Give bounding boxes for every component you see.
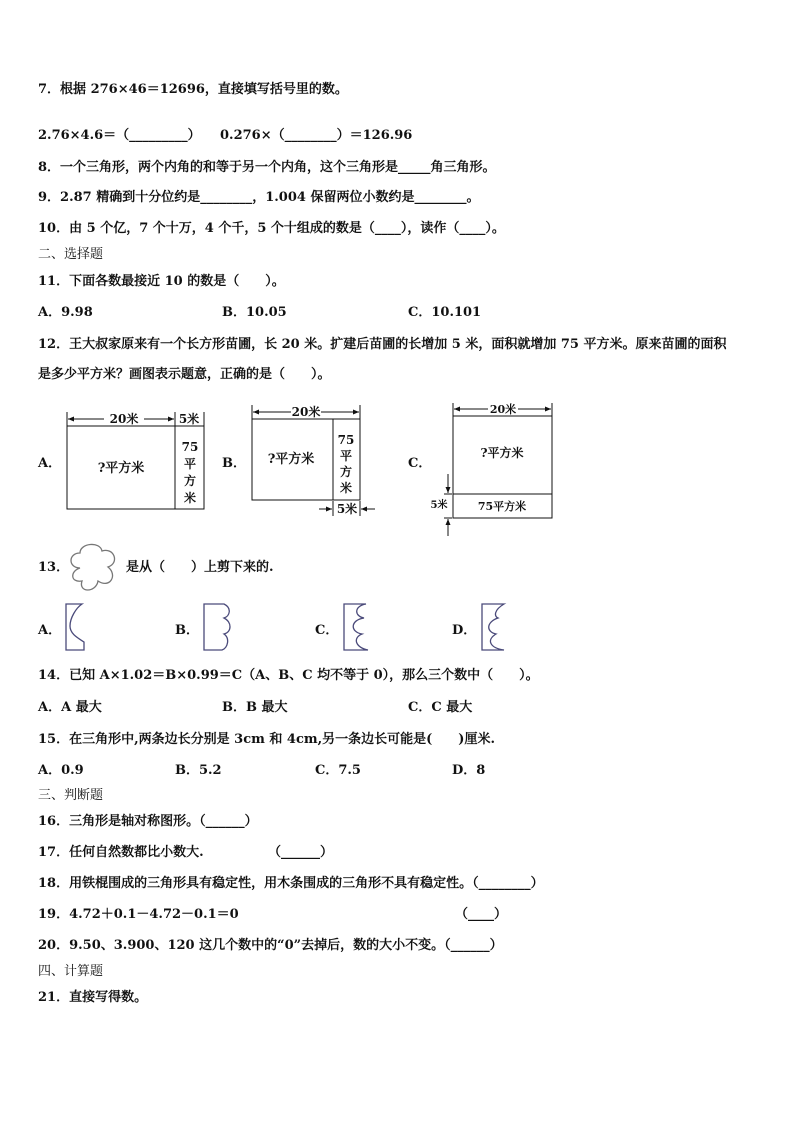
fig-c-top-label: 20米: [489, 403, 517, 416]
fig-c-small-label: 75平方米: [477, 500, 527, 513]
q7-blank-a: 2.76×4.6＝（_________）: [38, 128, 201, 143]
q15-text: 15．在三角形中,两条边长分别是 3cm 和 4cm,另一条边长可能是( )厘米.: [38, 732, 495, 747]
q12-figure-a: [60, 408, 220, 518]
fig-c-side-label: 5米: [430, 500, 448, 511]
fig-b-bottom-label: 5米: [336, 502, 358, 516]
q13-option-c-shape: [340, 602, 374, 654]
q20-text: 20．9.50、3.900、120 这几个数中的“0”去掉后，数的大小不变。（______）: [38, 938, 503, 953]
q17-text: 17．任何自然数都比小数大.: [38, 845, 204, 860]
q11-option-a: A．9.98: [38, 305, 93, 320]
q12-text-line1: 12．王大叔家原来有一个长方形苗圃，长 20 米。扩建后苗圃的长增加 5 米，面积就增加 75 平方米。原来苗圃的面积: [38, 337, 727, 352]
q7-blank-b: 0.276×（________）＝126.96: [220, 128, 413, 143]
q19-text: 19．4.72＋0.1－4.72－0.1＝0: [38, 907, 239, 922]
q11-option-b: B．10.05: [222, 305, 287, 320]
q12-figure-b: [245, 402, 380, 522]
q21-text: 21．直接写得数。: [38, 990, 148, 1005]
q8-text: 8．一个三角形，两个内角的和等于另一个内角，这个三角形是_____角三角形。: [38, 160, 496, 175]
q13-cloud-shape-icon: [66, 541, 122, 593]
q11-text: 11．下面各数最接近 10 的数是（ ）。: [38, 274, 285, 289]
fig-b-top-label: 20米: [291, 405, 321, 419]
q13-label-d: D．: [452, 623, 477, 638]
q15-option-c: C．7.5: [315, 763, 361, 778]
fig-a-main-label: ?平方米: [97, 461, 145, 476]
fig-c-main-label: ?平方米: [480, 446, 524, 460]
q13-option-a-shape: [62, 602, 92, 654]
q15-option-d: D．8: [452, 763, 486, 778]
fig-a-small-label-4: 米: [183, 491, 197, 505]
q13-label-b: B．: [175, 623, 199, 638]
q13-option-d-shape: [478, 602, 512, 654]
section-judge-heading: 三、判断题: [38, 788, 104, 803]
fig-a-small-label-2: 平: [183, 457, 197, 471]
fig-b-small-label-3: 方: [339, 465, 353, 479]
q13-option-b-shape: [200, 602, 236, 654]
q15-option-a: A．0.9: [38, 763, 84, 778]
fig-a-top-label: 20米: [109, 412, 139, 426]
q17-blank: （______）: [268, 845, 334, 860]
q19-blank: （____）: [455, 907, 508, 922]
q12-text-line2: 是多少平方米？画图表示题意，正确的是（ ）。: [38, 367, 331, 382]
q13-number: 13．: [38, 560, 70, 575]
q14-option-b: B．B 最大: [222, 700, 288, 715]
q13-text: 是从（ ）上剪下来的.: [126, 560, 274, 575]
q12-label-b: B．: [222, 456, 246, 471]
q16-text: 16．三角形是轴对称图形。（______）: [38, 814, 258, 829]
q18-text: 18．用铁棍围成的三角形具有稳定性，用木条围成的三角形不具有稳定性。（________）: [38, 876, 544, 891]
fig-b-small-label-2: 平: [339, 449, 353, 463]
q14-text: 14．已知 A×1.02＝B×0.99＝C（A、B、C 均不等于 0），那么三个数中（ ）。: [38, 668, 539, 683]
q13-label-c: C．: [315, 623, 339, 638]
q14-option-a: A．A 最大: [38, 700, 102, 715]
fig-a-side-label: 5米: [178, 412, 200, 426]
fig-a-small-label-3: 方: [183, 474, 197, 488]
fig-b-small-label-4: 米: [339, 481, 353, 495]
q15-option-b: B．5.2: [175, 763, 222, 778]
q12-label-c: C．: [408, 456, 432, 471]
q12-figure-c: [428, 400, 558, 540]
q11-option-c: C．10.101: [408, 305, 482, 320]
q12-label-a: A．: [38, 456, 62, 471]
q9-text: 9．2.87 精确到十分位约是________，1.004 保留两位小数约是________。: [38, 190, 480, 205]
q13-label-a: A．: [38, 623, 62, 638]
fig-b-main-label: ?平方米: [267, 452, 315, 467]
section-choice-heading: 二、选择题: [38, 247, 104, 262]
fig-a-small-label-1: 75: [181, 440, 199, 454]
q10-text: 10．由 5 个亿，7 个十万，4 个千，5 个十组成的数是（____），读作（____）。: [38, 221, 505, 236]
q7-text: 7．根据 276×46＝12696，直接填写括号里的数。: [38, 82, 348, 97]
q14-option-c: C．C 最大: [408, 700, 473, 715]
section-calc-heading: 四、计算题: [38, 964, 104, 979]
fig-b-small-label-1: 75: [337, 433, 355, 447]
